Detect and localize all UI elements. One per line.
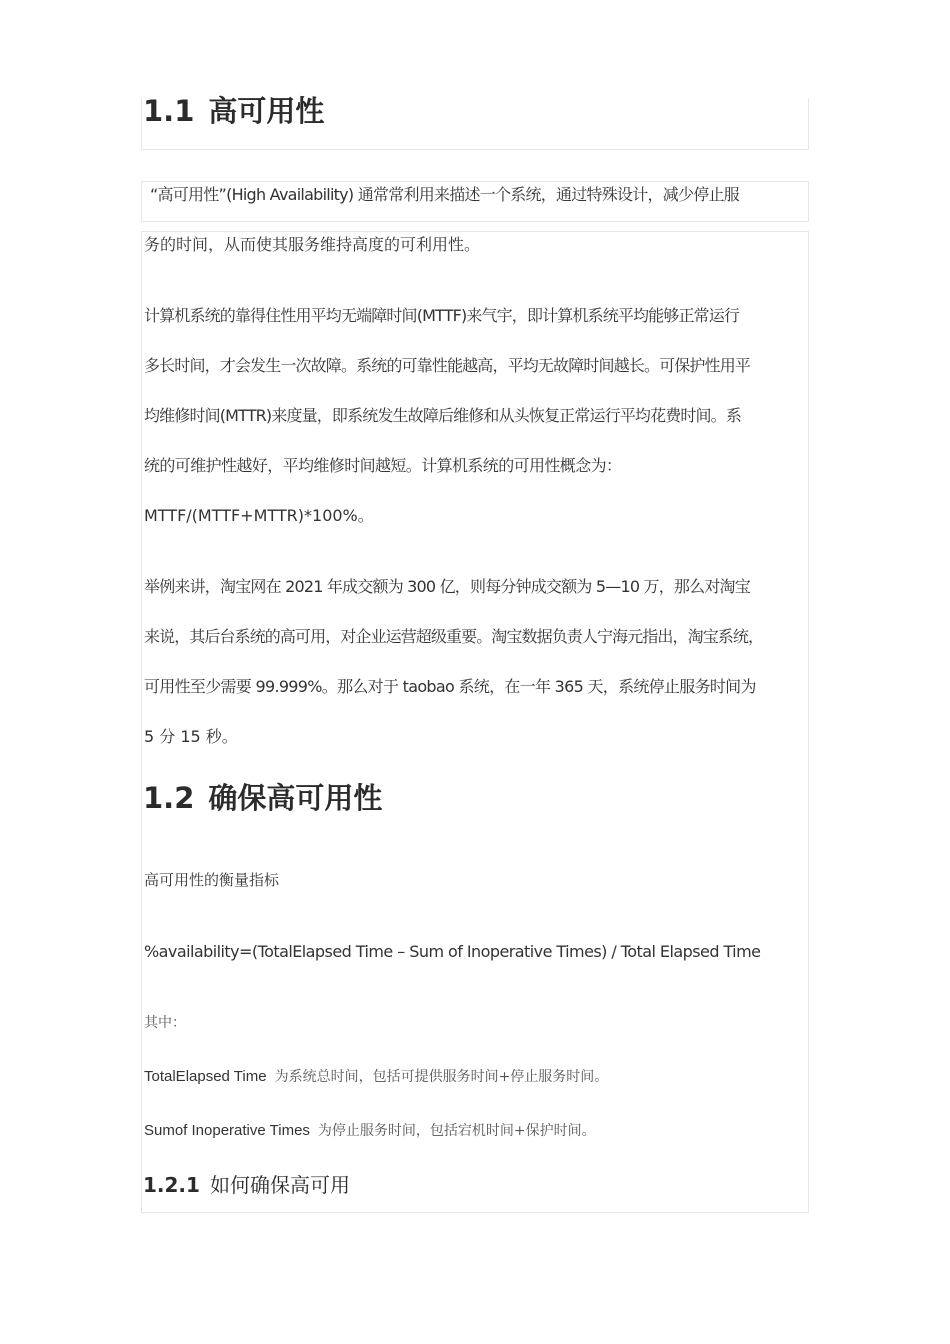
section-1-1-heading	[143, 94, 325, 128]
section-1-2-heading	[143, 781, 383, 815]
mttf-line-2: 多长时间，才会发生一次故障。系统的可靠性能越高，平均无故障时间越长。可保护性用平	[144, 356, 751, 375]
mttf-line-3: 均维修时间(MTTR)来度量，即系统发生故障后维修和从头恢复正常运行平均花费时间。系	[144, 406, 741, 425]
definition-text: 为系统总时间，包括可提供服务时间+停止服务时间。	[274, 1069, 609, 1085]
section-1-2-1-heading	[143, 1175, 350, 1195]
section-title: 如何确保高可用	[209, 1173, 350, 1197]
example-line-4: 5 分 15 秒。	[144, 727, 238, 746]
mttf-line-1: 计算机系统的靠得住性用平均无端障时间(MTTF)来气宇，即计算机系统平均能够正常运行	[144, 306, 740, 325]
mttf-line-5: MTTF/(MTTF+MTTR)*100%。	[144, 506, 374, 525]
availability-formula: %availability=(TotalElapsed Time – Sum of Inoperative Times) / Total Elapsed Time	[144, 942, 761, 961]
definition-term: Sumof Inoperative Times	[144, 1122, 310, 1139]
definition-total-elapsed	[144, 1069, 608, 1084]
intro-line-2: 务的时间，从而使其服务维持高度的可利用性。	[144, 235, 481, 254]
example-line-2: 来说，其后台系统的高可用，对企业运营超级重要。淘宝数据负责人宁海元指出，淘宝系统，	[144, 627, 764, 646]
section-number: 1.1	[143, 94, 195, 128]
definition-term: TotalElapsed Time	[144, 1068, 267, 1085]
metric-title: 高可用性的衡量指标	[144, 871, 280, 889]
intro-line-1: “高可用性”(High Availability) 通常常利用来描述一个系统，通过特殊设计，减少停止服	[150, 185, 739, 204]
section-number: 1.2	[143, 781, 195, 815]
example-line-3: 可用性至少需要 99.999%。那么对于 taobao 系统，在一年 365 天，系统停止服务时间为	[144, 677, 756, 696]
example-line-1: 举例来讲，淘宝网在 2021 年成交额为 300 亿，则每分钟成交额为 5—10 万，那么对淘宝	[144, 577, 750, 596]
section-title: 确保高可用性	[208, 781, 383, 815]
section-number: 1.2.1	[143, 1173, 200, 1197]
definition-text: 为停止服务时间，包括宕机时间+保护时间。	[317, 1123, 596, 1139]
content-frame	[141, 231, 809, 1213]
section-title: 高可用性	[208, 94, 325, 128]
mttf-line-4: 统的可维护性越好，平均维修时间越短。计算机系统的可用性概念为：	[144, 456, 622, 475]
definition-sum-inoperative	[144, 1123, 596, 1138]
where-label: 其中：	[144, 1015, 186, 1031]
